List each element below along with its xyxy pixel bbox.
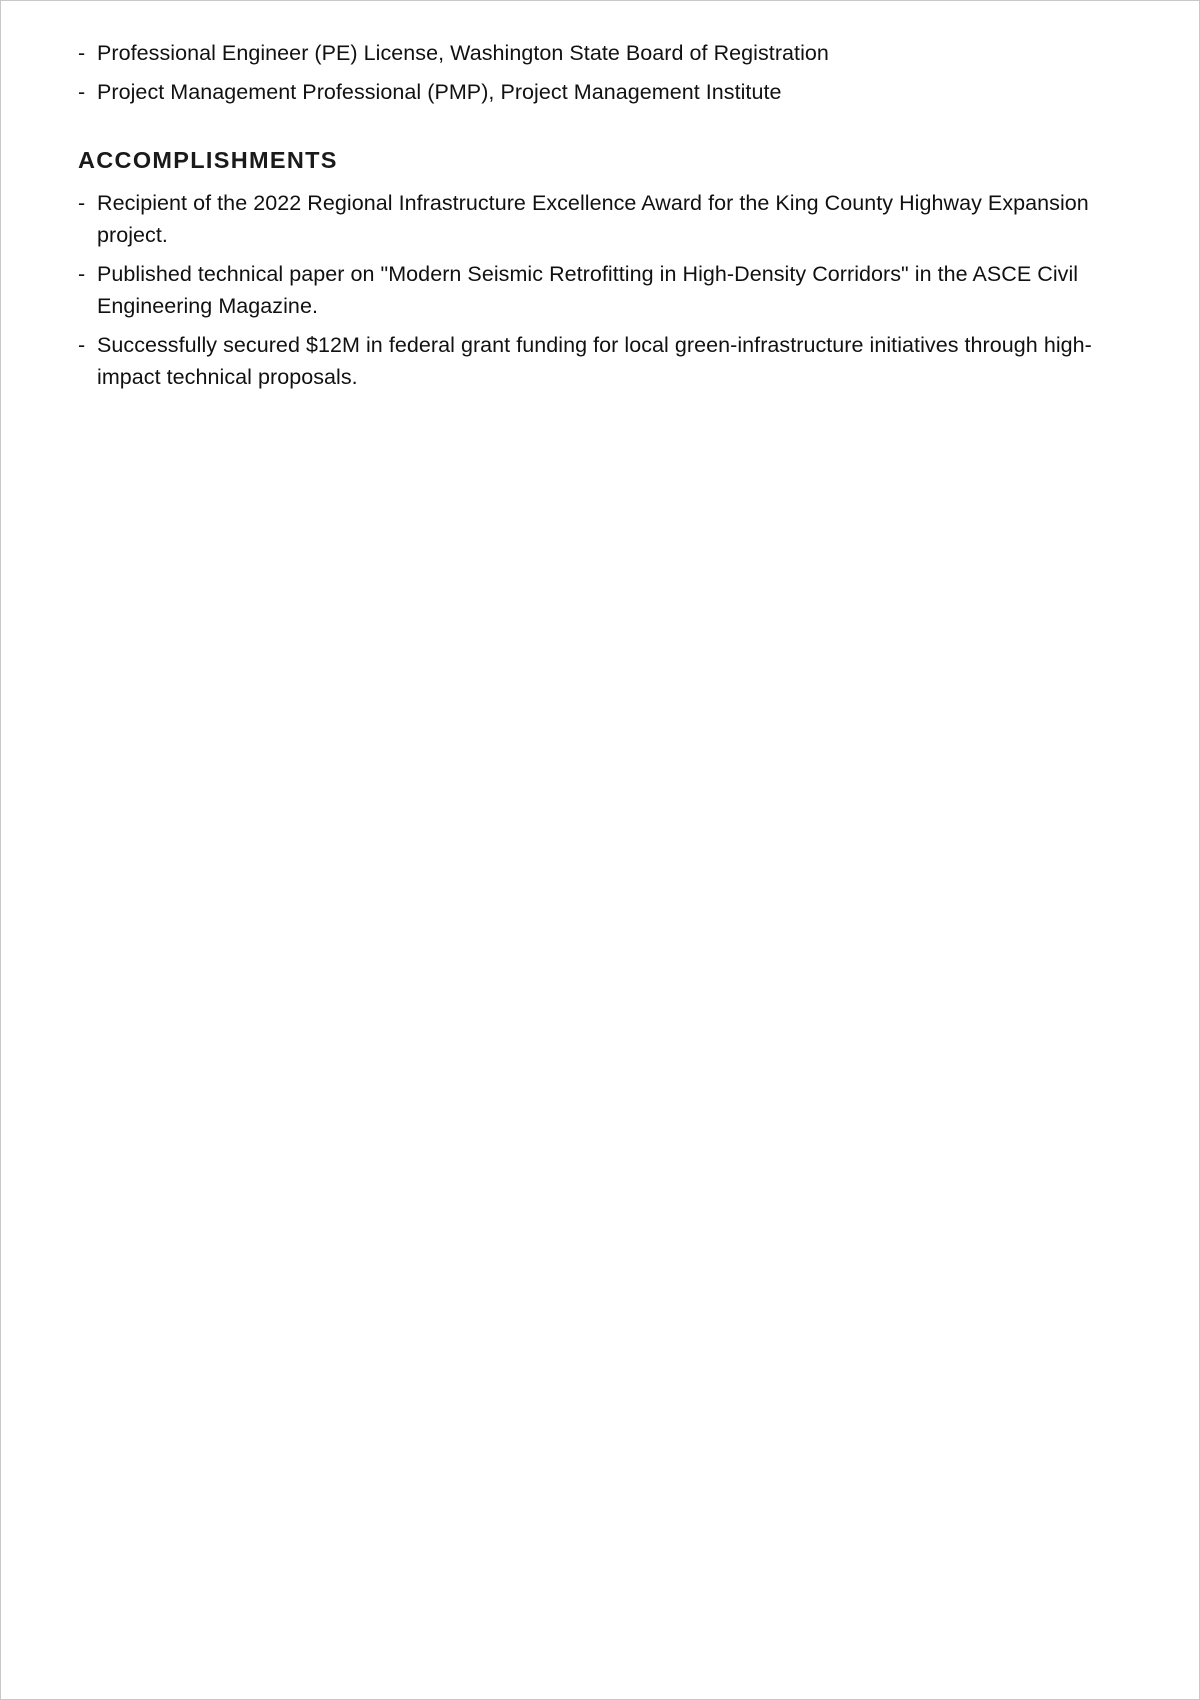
dash-bullet: - [78, 41, 86, 65]
certification-text: Professional Engineer (PE) License, Washington State Board of Registration [97, 41, 829, 65]
dash-bullet: - [78, 333, 86, 357]
accomplishment-text: Published technical paper on "Modern Seismic Retrofitting in High-Density Corridors" in the ASCE Civil Engineering Magazine. [97, 262, 1079, 318]
list-item [78, 187, 1118, 251]
certification-text: Project Management Professional (PMP), Project Management Institute [97, 80, 782, 104]
dash-bullet: - [78, 80, 86, 104]
certifications-list [78, 37, 1118, 108]
list-item [78, 258, 1118, 322]
accomplishment-text: Recipient of the 2022 Regional Infrastructure Excellence Award for the King County Highway Expansion project. [97, 191, 1089, 247]
dash-bullet: - [78, 262, 86, 286]
accomplishments-list [78, 187, 1118, 393]
list-item [78, 37, 1118, 69]
accomplishments-heading: ACCOMPLISHMENTS [78, 147, 338, 173]
dash-bullet: - [78, 191, 86, 215]
resume-content [78, 37, 1118, 400]
list-item [78, 76, 1118, 108]
list-item [78, 329, 1118, 393]
accomplishment-text: Successfully secured $12M in federal grant funding for local green-infrastructure initiatives through high-impact technical proposals. [97, 333, 1092, 389]
